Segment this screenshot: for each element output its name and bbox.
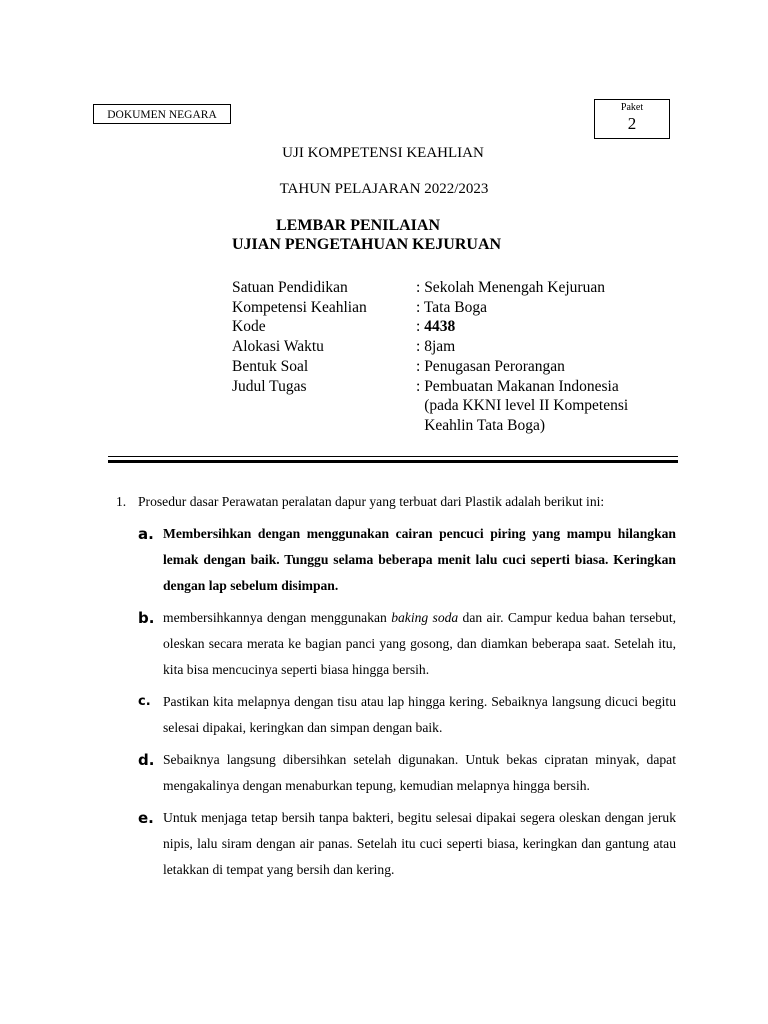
info-key: Satuan Pendidikan — [232, 279, 348, 296]
option-letter: e. — [138, 809, 154, 827]
doc-label-box: DOKUMEN NEGARA — [93, 104, 231, 124]
info-row — [232, 317, 646, 337]
info-table — [232, 278, 646, 436]
info-row — [232, 377, 646, 436]
sheet-title-line2: UJIAN PENGETAHUAN KEJURUAN — [232, 236, 502, 253]
option-text: Sebaiknya langsung dibersihkan setelah digunakan. Untuk bekas cipratan minyak, dapat mengakalinya dengan menaburkan tepung, kemudian melapnya hingga bersih. — [163, 752, 676, 793]
option-text: membersihkannya dengan menggunakan baking soda dan air. Campur kedua bahan tersebut, oleskan secara merata ke bagian panci yang gosong, dan diamkan beberapa saat. Setelah itu, kita bisa mencucinya seperti biasa hingga bersih. — [163, 610, 677, 677]
option-text: Untuk menjaga tetap bersih tanpa bakteri, begitu selesai dipakai segera oleskan dengan jeruk nipis, lalu siram dengan air panas. Setelah itu cuci seperti biasa, keringkan dan gantung atau letakkan di tempat yang bersih dan kering. — [163, 810, 676, 877]
option-letter: c. — [138, 694, 151, 709]
option-letter: b. — [138, 609, 155, 627]
info-value: : Sekolah Menengah Kejuruan — [416, 279, 605, 296]
info-key: Kode — [232, 318, 266, 336]
info-row — [232, 357, 646, 377]
option-text: Pastikan kita melapnya dengan tisu atau lap hingga kering. Sebaiknya langsung dicuci begitu selesai dipakai, keringkan dan simpan dengan baik. — [163, 694, 676, 735]
info-row — [232, 337, 646, 357]
option-text: Membersihkan dengan menggunakan cairan pencuci piring yang mampu hilangkan lemak dengan baik. Tunggu selama beberapa menit lalu cuci seperti biasa. Keringkan dengan lap sebelum disimpan. — [163, 526, 676, 593]
question-text: Prosedur dasar Perawatan peralatan dapur yang terbuat dari Plastik adalah berikut ini: — [138, 494, 605, 509]
question-number: 1. — [116, 494, 127, 509]
info-value: : Pembuatan Makanan Indonesia (pada KKNI level II Kompetensi Keahlin Tata Boga) — [416, 377, 629, 434]
info-key: Judul Tugas — [232, 377, 307, 395]
info-key: Alokasi Waktu — [232, 338, 324, 356]
option-b — [138, 605, 676, 683]
option-letter: d. — [138, 751, 155, 769]
divider-thick — [108, 460, 678, 463]
question-1 — [116, 489, 676, 889]
question-head — [116, 489, 676, 515]
info-value: : 8jam — [416, 338, 456, 356]
option-d — [138, 747, 676, 799]
divider-thin — [108, 456, 678, 457]
paket-box — [594, 99, 670, 139]
info-key: Bentuk Soal — [232, 357, 309, 375]
sheet-title — [232, 216, 501, 254]
answer-options — [138, 521, 676, 883]
academic-year: TAHUN PELAJARAN 2022/2023 — [279, 181, 489, 197]
option-c — [138, 689, 676, 741]
info-row — [232, 298, 646, 318]
info-row — [232, 278, 646, 298]
option-e — [138, 805, 676, 883]
option-a — [138, 521, 676, 599]
info-value: : 4438 — [416, 318, 456, 336]
option-letter: a. — [138, 525, 154, 543]
info-value: : Penugasan Perorangan — [416, 357, 565, 375]
info-key: Kompetensi Keahlian — [232, 298, 367, 316]
exam-title: UJI KOMPETENSI KEAHLIAN — [282, 145, 484, 161]
sheet-title-line1: LEMBAR PENILAIAN — [276, 217, 441, 234]
info-value: : Tata Boga — [416, 298, 487, 316]
paket-number: 2 — [627, 114, 637, 133]
paket-label: Paket — [620, 102, 644, 113]
